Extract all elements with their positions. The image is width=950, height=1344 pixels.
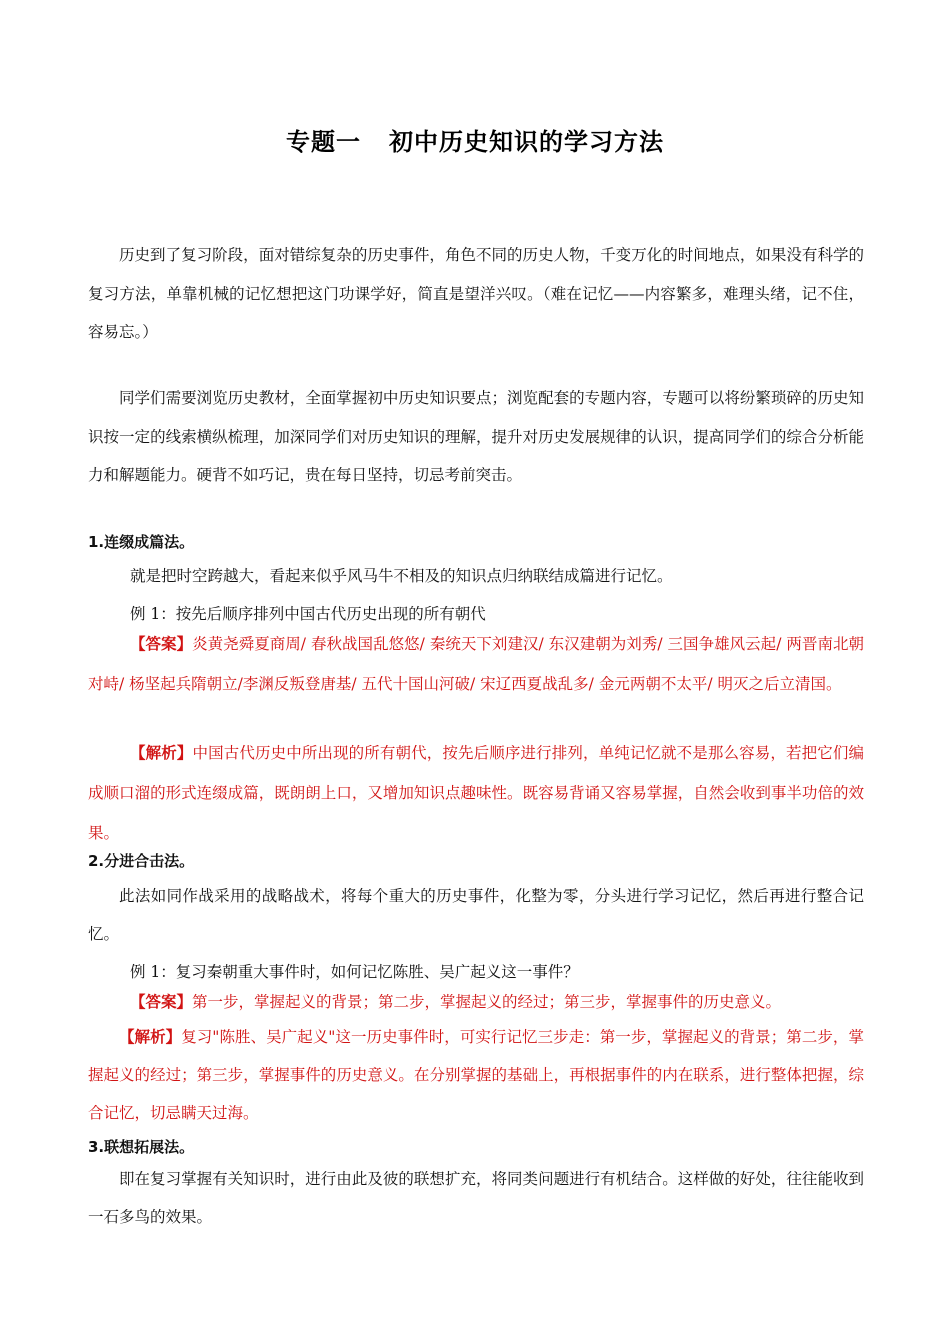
section-1-description: 就是把时空跨越大，看起来似乎风马牛不相及的知识点归纳联结成篇进行记忆。 xyxy=(130,567,673,585)
answer-text: 第一步，掌握起义的背景；第二步，掌握起义的经过；第三步，掌握事件的历史意义。 xyxy=(192,993,782,1011)
section-1-heading: 1.连缀成篇法。 xyxy=(88,533,195,551)
section-3-heading: 3.联想拓展法。 xyxy=(88,1138,195,1156)
answer-text: 炎黄尧舜夏商周/ 春秋战国乱悠悠/ 秦统天下刘建汉/ 东汉建朝为刘秀/ 三国争雄风云起/ 两晋南北朝对峙/ 杨坚起兵隋朝立/李渊反叛登唐基/ 五代十国山河破/ 宋辽西夏战乱多/ 金元两朝不太平/ 明灭之后立清国。 xyxy=(88,635,864,693)
section-1-example: 例 1：按先后顺序排列中国古代历史出现的所有朝代 xyxy=(130,605,486,623)
section-2-answer xyxy=(88,983,864,1021)
section-2-heading: 2.分进合击法。 xyxy=(88,852,195,870)
section-2-description: 此法如同作战采用的战略战术，将每个重大的历史事件，化整为零，分头进行学习记忆，然后再进行整合记忆。 xyxy=(88,887,864,943)
analysis-tag: 【解析】 xyxy=(130,743,193,762)
section-3-description: 即在复习掌握有关知识时，进行由此及彼的联想扩充，将同类问题进行有机结合。这样做的好处，往往能收到一石多鸟的效果。 xyxy=(88,1170,864,1226)
answer-tag: 【答案】 xyxy=(130,634,193,653)
section-2-example: 例 1：复习秦朝重大事件时，如何记忆陈胜、吴广起义这一事件？ xyxy=(130,963,579,981)
section-2-analysis xyxy=(88,1018,864,1132)
title-topic-name: 初中历史知识的学习方法 xyxy=(389,128,664,156)
section-1-answer xyxy=(88,624,864,704)
intro-paragraph-1: 历史到了复习阶段，面对错综复杂的历史事件，角色不同的历史人物，千变万化的时间地点，如果没有科学的复习方法，单靠机械的记忆想把这门功课学好，简直是望洋兴叹。（难在记忆——内容繁多，难理头绪，记不住，容易忘。） xyxy=(88,246,864,341)
intro-paragraph-2: 同学们需要浏览历史教材，全面掌握初中历史知识要点；浏览配套的专题内容，专题可以将纷繁琐碎的历史知识按一定的线索横纵梳理，加深同学们对历史知识的理解，提升对历史发展规律的认识，提高同学们的综合分析能力和解题能力。硬背不如巧记，贵在每日坚持，切忌考前突击。 xyxy=(88,389,864,484)
answer-tag: 【答案】 xyxy=(130,992,193,1011)
page-title xyxy=(0,122,950,157)
analysis-tag: 【解析】 xyxy=(119,1027,182,1046)
analysis-text: 复习"陈胜、吴广起义"这一历史事件时，可实行记忆三步走：第一步，掌握起义的背景；第二步，掌握起义的经过；第三步，掌握事件的历史意义。在分别掌握的基础上，再根据事件的内在联系，进行整体把握，综合记忆，切忌瞒天过海。 xyxy=(88,1028,864,1122)
analysis-text: 中国古代历史中所出现的所有朝代，按先后顺序进行排列，单纯记忆就不是那么容易，若把它们编成顺口溜的形式连缀成篇，既朗朗上口，又增加知识点趣味性。既容易背诵又容易掌握，自然会收到事半功倍的效果。 xyxy=(88,744,864,842)
title-topic-number: 专题一 xyxy=(286,128,361,156)
section-1-analysis xyxy=(88,733,864,853)
